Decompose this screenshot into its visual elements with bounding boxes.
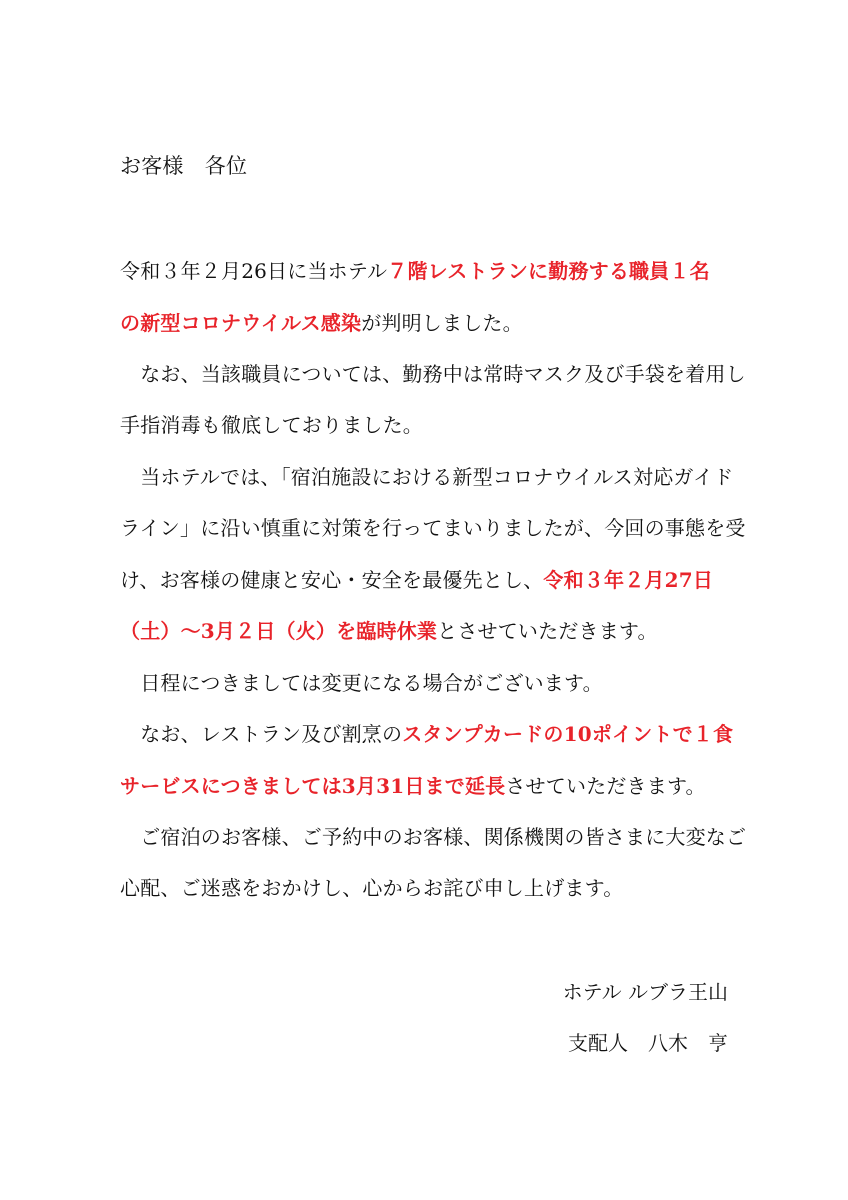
signature-hotel-name: ホテル ルブラ王山	[562, 980, 728, 1004]
paragraph-3-line-2: ライン」に沿い慎重に対策を行ってまいりましたが、今回の事態を受	[120, 516, 746, 540]
salutation: お客様 各位	[120, 154, 248, 178]
highlight-text: の新型コロナウイルス感染	[120, 311, 362, 335]
signature-manager: 支配人 八木 亨	[568, 1031, 728, 1055]
text-segment: が判明しました。	[361, 311, 523, 335]
text-segment: とさせていただきます。	[437, 619, 658, 643]
paragraph-6-line-2: 心配、ご迷惑をおかけし、心からお詫び申し上げます。	[120, 876, 624, 900]
highlight-text: （土）～3月２日（火）を臨時休業	[120, 619, 438, 643]
paragraph-2-line-1: なお、当該職員については、勤務中は常時マスク及び手袋を着用し	[120, 362, 746, 386]
text-segment: させていただきます。	[505, 774, 706, 798]
text-segment: 令和３年２月26日に当ホテル	[120, 259, 388, 283]
paragraph-6-line-1: ご宿泊のお客様、ご予約中のお客様、関係機関の皆さまに大変なご	[120, 825, 747, 849]
paragraph-3-line-4	[120, 619, 730, 643]
paragraph-1-line-1	[120, 259, 730, 283]
highlight-text: 令和３年２月27日	[543, 568, 714, 592]
text-segment: け、お客様の健康と安心・安全を最優先とし、	[120, 568, 544, 592]
paragraph-3-line-3	[120, 568, 730, 592]
highlight-text: スタンプカードの10ポイントで１食	[402, 722, 734, 746]
paragraph-4-line-1: 日程につきましては変更になる場合がございます。	[120, 671, 603, 695]
paragraph-5-line-1	[120, 722, 734, 746]
text-segment: なお、レストラン及び割烹の	[120, 722, 403, 746]
highlight-text: ７階レストランに勤務する職員１名	[387, 259, 710, 283]
paragraph-1-line-2	[120, 311, 730, 335]
paragraph-3-line-1: 当ホテルでは、「宿泊施設における新型コロナウイルス対応ガイド	[120, 465, 734, 489]
paragraph-5-line-2	[120, 774, 730, 798]
highlight-text: サービスにつきましては3月31日まで延長	[120, 774, 506, 798]
paragraph-2-line-2: 手指消毒も徹底しておりました。	[120, 413, 423, 437]
